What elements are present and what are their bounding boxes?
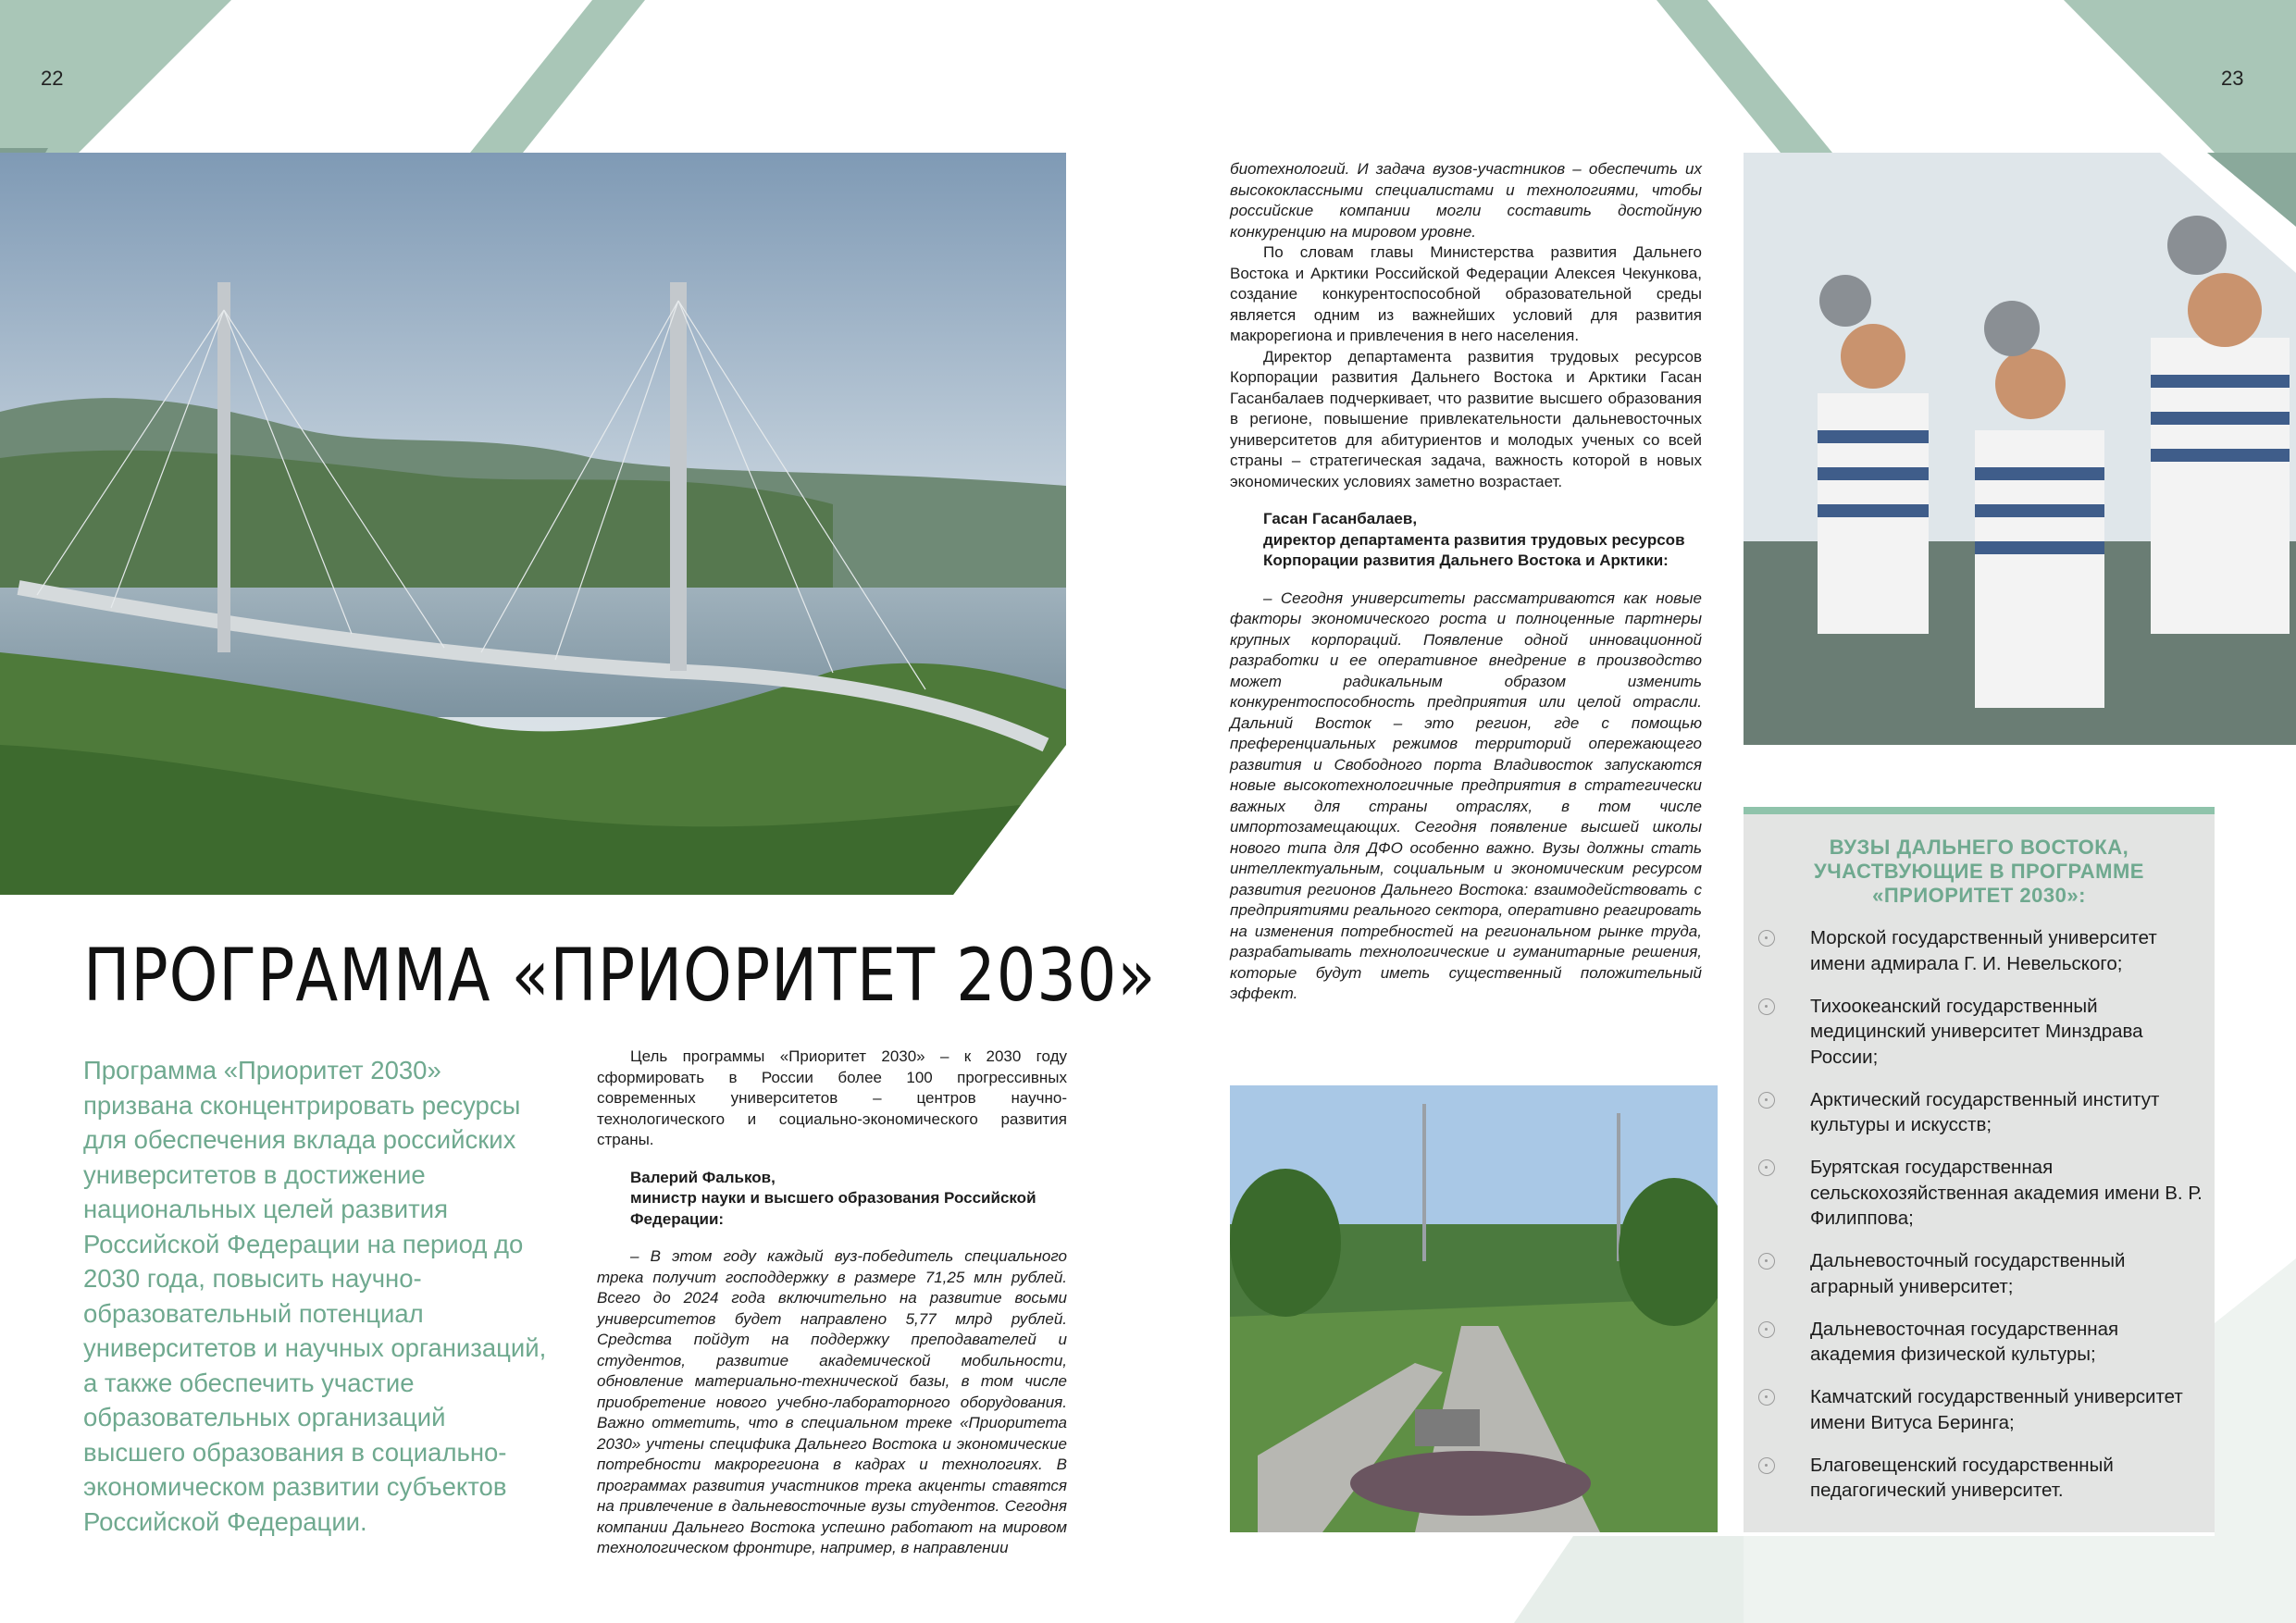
list-item: Дальневосточная государственная академия физической культуры;	[1758, 1317, 2203, 1368]
circle-bullet-icon	[1758, 1092, 1775, 1109]
quote-falkov: – В этом году каждый вуз-победитель специального трека получит господдержку в размере 71,25 млн рублей. Всего до 2024 года включительно на развитие восьми университетов будет направлено 5,77 млрд рублей. Средства пойдут на поддержку преподавателей и студентов, развитие академической мобильности, обновление материально-технической базы, в том числе приобретение нового учебно-лабораторного оборудования. Важно отметить, что в специальном треке «Приоритета 2030» учтены специфика Дальнего Востока и экономические потребности макрорегиона в кадрах и технологиях. В программах развития участников трека акценты ставятся на привлечение в дальневосточные вузы студентов. Сегодня компании Дальнего Востока успешно работают на мировом технологическом фронтире, например, в направлении	[597, 1247, 1067, 1556]
intro-paragraph: Цель программы «Приоритет 2030» – к 2030 году сформировать в России более 100 прогрессивных современных университетов – центров научно-технологического и социально-экономического развития страны.	[597, 1047, 1067, 1148]
signature-name: Гасан Гасанбалаев,	[1263, 510, 1418, 527]
circle-bullet-icon	[1758, 1457, 1775, 1474]
quote-gasanbalaev: – Сегодня университеты рассматриваются как новые факторы экономического роста и полноценные партнеры крупных корпораций. Появление одной инновационной разработки и ее оперативное внедрение в производство может радикальным образом изменить конкурентоспособность предприятия или целой отрасли. Дальний Восток – это регион, где с помощью преференциальных режимов территорий опережающего развития и Свободного порта Владивосток запускаются новые высокотехнологичные предприятия в стратегически важных для страны отраслях, в том числе импортозамещающих. Сегодня появление высшей школы нового типа для ДФО особенно важно. Вузы должны стать интеллектуальным, социальным и экономическим ресурсом развития регионов Дальнего Востока: взаимодействовать с предприятиями реального сектора, оперативно реагировать на изменения потребностей на региональном рынке труда, разрабатывать технологические и гуманитарные решения, которые будут иметь существенный положительный эффект.	[1230, 588, 1702, 1002]
text-column-1	[597, 1047, 1067, 1559]
signature-role: директор департамента развития трудовых ресурсов Корпорации развития Дальнего Востока и Арктики:	[1263, 530, 1685, 569]
circle-bullet-icon	[1758, 1159, 1775, 1176]
paragraph-gasanbalaev: Директор департамента развития трудовых ресурсов Корпорации развития Дальнего Востока и Арктики Гасан Гасанбалаев подчеркивает, что развитие высшего образования в регионе, повышение привлекательности дальневосточных университетов для абитуриентов и молодых ученых со всей страны – стратегическая задача, важность которой в новых экономических условиях заметно возрастает.	[1230, 347, 1702, 490]
circle-bullet-icon	[1758, 930, 1775, 947]
signature-role: министр науки и высшего образования Российской Федерации:	[630, 1189, 1036, 1228]
universities-list	[1758, 925, 2203, 1520]
paragraph-chekunkov: По словам главы Министерства развития Дальнего Востока и Арктики Российской Федерации Алексея Чекункова, создание конкурентоспособной образовательной среды является одним из важнейших условий для развития макрорегиона и привлечения в него населения.	[1230, 243, 1702, 344]
text-column-2	[1230, 159, 1702, 1005]
list-item: Дальневосточный государственный аграрный университет;	[1758, 1248, 2203, 1299]
sidebar-title: ВУЗЫ ДАЛЬНЕГО ВОСТОКА, УЧАСТВУЮЩИЕ В ПРОГРАММЕ «ПРИОРИТЕТ 2030»:	[1814, 836, 2144, 907]
list-item: Бурятская государственная сельскохозяйственная академия имени В. Р. Филиппова;	[1758, 1155, 2203, 1232]
list-item: Арктический государственный институт культуры и искусств;	[1758, 1087, 2203, 1138]
signature-name: Валерий Фальков,	[630, 1168, 776, 1186]
bridge-photo	[0, 153, 1066, 895]
circle-bullet-icon	[1758, 1389, 1775, 1406]
article-lead: Программа «Приоритет 2030» призвана сконцентрировать ресурсы для обеспечения вклада российских университетов в достижение национальных целей развития Российской Федерации на период до 2030 года, повысить научно-образовательный потенциал университетов и научных организаций, а также обеспечить участие образовательных организаций высшего образования в социально-экономическом развитии субъектов Российской Федерации.	[83, 1056, 547, 1536]
sailors-photo	[1744, 153, 2296, 745]
list-item: Морской государственный университет имени адмирала Г. И. Невельского;	[1758, 925, 2203, 976]
park-photo	[1230, 1085, 1718, 1532]
page-number-right: 23	[2221, 67, 2244, 90]
signature-gasanbalaev	[1263, 509, 1702, 572]
list-item: Камчатский государственный университет имени Витуса Беринга;	[1758, 1384, 2203, 1435]
signature-falkov	[630, 1168, 1067, 1231]
circle-bullet-icon	[1758, 1321, 1775, 1338]
circle-bullet-icon	[1758, 998, 1775, 1015]
circle-bullet-icon	[1758, 1253, 1775, 1270]
page-number-left: 22	[41, 67, 64, 90]
article-headline: ПРОГРАММА «ПРИОРИТЕТ 2030»	[83, 935, 1157, 1018]
sidebar-accent-bar	[1744, 807, 2215, 814]
list-item: Благовещенский государственный педагогический университет.	[1758, 1453, 2203, 1504]
list-item: Тихоокеанский государственный медицинский университет Минздрава России;	[1758, 994, 2203, 1071]
quote-continued: биотехнологий. И задача вузов-участников – обеспечить их высококлассными специалистами и технологиями, чтобы российские компании могли составить достойную конкуренцию на мировом уровне.	[1230, 160, 1702, 241]
